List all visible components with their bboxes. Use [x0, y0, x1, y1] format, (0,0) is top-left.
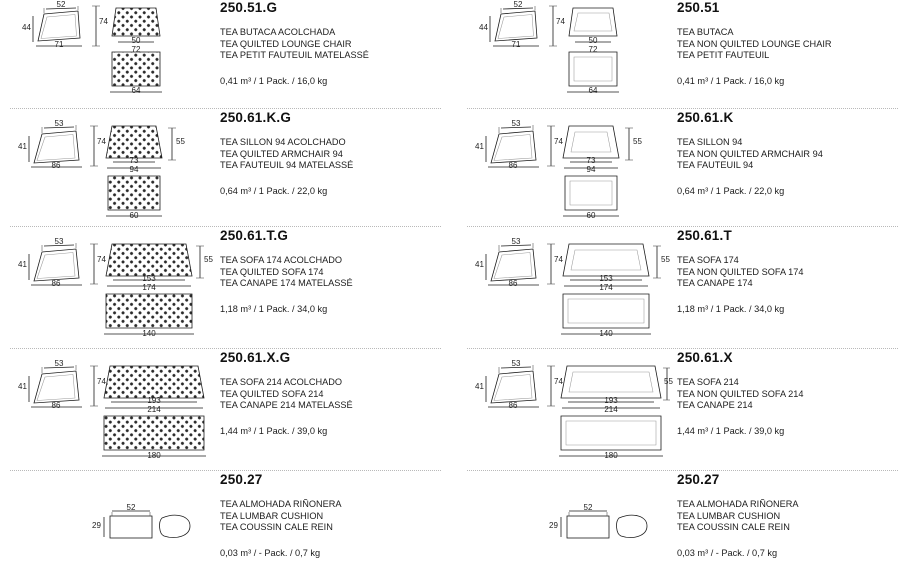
product-description — [220, 499, 451, 534]
dim-height: 74 — [554, 255, 563, 264]
desc-line-en: TEA LUMBAR CUSHION — [220, 510, 324, 521]
dim-plan-width: 72 — [588, 45, 598, 54]
dim-side-left: 41 — [18, 142, 27, 151]
packing-info: 0,64 m³ / 1 Pack. / 22,0 kg — [220, 185, 328, 196]
dim-plan-top: 153 — [599, 274, 613, 283]
dim-side-left: 29 — [549, 521, 558, 530]
dim-seat-height: 55 — [633, 137, 642, 146]
dim-height: 74 — [556, 17, 565, 26]
row-divider — [10, 470, 441, 471]
dim-side-top: 53 — [54, 237, 64, 246]
product-code: 250.27 — [677, 472, 720, 487]
dim-plan-top: 52 — [583, 503, 593, 512]
desc-line-fr: TEA COUSSIN CALE REIN — [677, 522, 790, 533]
desc-line-es: TEA ALMOHADA RIÑONERA — [220, 499, 342, 509]
desc-line-es: TEA SOFA 174 — [677, 255, 739, 265]
dim-seat-height: 55 — [176, 137, 185, 146]
product-row — [0, 110, 457, 228]
desc-line-fr: TEA CANAPE 214 — [677, 400, 753, 411]
dim-side-bottom: 86 — [51, 401, 61, 410]
desc-line-fr: TEA CANAPE 174 MATELASSÉ — [220, 278, 353, 289]
product-info — [677, 472, 908, 559]
product-info — [220, 0, 451, 87]
dim-front-width: 64 — [588, 86, 598, 95]
packing-info: 1,44 m³ / 1 Pack. / 39,0 kg — [220, 425, 328, 436]
desc-line-fr: TEA FAUTEUIL 94 MATELASSÉ — [220, 160, 354, 171]
dim-side-left: 44 — [479, 23, 488, 32]
dim-height: 74 — [554, 377, 563, 386]
desc-line-es: TEA BUTACA — [677, 27, 734, 37]
desc-line-fr: TEA PETIT FAUTEUIL MATELASSÉ — [220, 50, 369, 61]
dim-height: 74 — [554, 137, 563, 146]
dim-seat-height: 55 — [204, 255, 213, 264]
drawing-chair — [457, 0, 671, 110]
dim-side-bottom: 71 — [511, 40, 521, 49]
product-code: 250.61.T.G — [220, 228, 289, 243]
desc-line-en: TEA NON QUILTED SOFA 214 — [677, 388, 804, 399]
desc-line-es: TEA SOFA 174 ACOLCHADO — [220, 255, 343, 265]
product-row — [457, 0, 914, 110]
dim-plan-top: 52 — [126, 503, 136, 512]
dim-plan-top: 193 — [147, 396, 161, 405]
desc-line-fr: TEA CANAPE 174 — [677, 278, 753, 289]
drawing-sofa-xl — [0, 350, 214, 472]
dim-plan-top: 73 — [129, 156, 139, 165]
product-description — [677, 27, 908, 62]
product-code: 250.61.X.G — [220, 350, 291, 365]
packing-info: 0,03 m³ / - Pack. / 0,7 kg — [677, 547, 778, 558]
drawing-sofa-xl — [457, 350, 671, 472]
dim-plan-top: 50 — [588, 36, 598, 45]
packing-info: 1,18 m³ / 1 Pack. / 34,0 kg — [220, 303, 328, 314]
product-info — [677, 110, 908, 197]
column-non-quilted — [457, 0, 914, 584]
dim-height: 74 — [97, 255, 106, 264]
desc-line-fr: TEA PETIT FAUTEUIL — [677, 50, 770, 61]
desc-line-en: TEA LUMBAR CUSHION — [677, 510, 781, 521]
desc-line-en: TEA QUILTED LOUNGE CHAIR — [220, 38, 352, 49]
product-code: 250.51.G — [220, 0, 278, 15]
dim-side-bottom: 86 — [508, 401, 518, 410]
product-code: 250.61.K.G — [220, 110, 292, 125]
product-description — [220, 137, 451, 172]
dim-plan-width: 174 — [142, 283, 156, 292]
product-info — [677, 228, 908, 315]
dim-side-top: 53 — [511, 359, 521, 368]
desc-line-es: TEA SILLON 94 ACOLCHADO — [220, 137, 346, 147]
product-description — [220, 377, 451, 412]
product-info — [677, 350, 908, 437]
dim-side-top: 53 — [511, 119, 521, 128]
desc-line-es: TEA ALMOHADA RIÑONERA — [677, 499, 799, 509]
packing-info: 1,44 m³ / 1 Pack. / 39,0 kg — [677, 425, 785, 436]
drawing-sofa — [457, 228, 671, 350]
packing-info: 0,41 m³ / 1 Pack. / 16,0 kg — [677, 75, 785, 86]
drawing-armchair — [0, 110, 214, 228]
desc-line-es: TEA BUTACA ACOLCHADA — [220, 27, 336, 37]
desc-line-es: TEA SILLON 94 — [677, 137, 743, 147]
dim-side-top: 52 — [513, 0, 523, 9]
product-code: 250.61.K — [677, 110, 734, 125]
dim-plan-width: 72 — [131, 45, 141, 54]
product-description — [220, 255, 451, 290]
dim-plan-top: 153 — [142, 274, 156, 283]
dim-height: 74 — [99, 17, 108, 26]
packing-info: 1,18 m³ / 1 Pack. / 34,0 kg — [677, 303, 785, 314]
dim-side-bottom: 86 — [508, 161, 518, 170]
row-divider — [10, 348, 441, 349]
product-row — [457, 228, 914, 350]
dim-front-width: 64 — [131, 86, 141, 95]
desc-line-en: TEA NON QUILTED ARMCHAIR 94 — [677, 148, 823, 159]
desc-line-es: TEA SOFA 214 ACOLCHADO — [220, 377, 343, 387]
drawing-sofa — [0, 228, 214, 350]
drawing-cushion — [0, 472, 214, 584]
product-row — [0, 0, 457, 110]
dim-side-left: 41 — [475, 142, 484, 151]
dim-plan-width: 214 — [604, 405, 618, 414]
dim-front-width: 60 — [129, 211, 139, 220]
desc-line-en: TEA QUILTED SOFA 174 — [220, 266, 324, 277]
product-code: 250.51 — [677, 0, 720, 15]
desc-line-fr: TEA COUSSIN CALE REIN — [220, 522, 333, 533]
desc-line-en: TEA NON QUILTED SOFA 174 — [677, 266, 804, 277]
product-info — [220, 350, 451, 437]
dim-seat-height: 55 — [664, 377, 673, 386]
dim-side-top: 53 — [54, 359, 64, 368]
dim-plan-width: 94 — [129, 165, 139, 174]
product-info — [220, 110, 451, 197]
product-row — [0, 228, 457, 350]
dim-plan-width: 174 — [599, 283, 613, 292]
product-description — [220, 27, 451, 62]
dim-height: 74 — [97, 377, 106, 386]
desc-line-fr: TEA CANAPE 214 MATELASSÉ — [220, 400, 353, 411]
dim-side-left: 44 — [22, 23, 31, 32]
dim-side-top: 53 — [54, 119, 64, 128]
dim-side-bottom: 86 — [51, 161, 61, 170]
dim-plan-width: 94 — [586, 165, 596, 174]
dim-front-width: 180 — [147, 451, 161, 460]
dim-plan-width: 214 — [147, 405, 161, 414]
drawing-cushion — [457, 472, 671, 584]
dim-height: 74 — [97, 137, 106, 146]
dim-side-bottom: 71 — [54, 40, 64, 49]
dim-side-left: 29 — [92, 521, 101, 530]
packing-info: 0,41 m³ / 1 Pack. / 16,0 kg — [220, 75, 328, 86]
dim-side-left: 41 — [18, 382, 27, 391]
drawing-armchair — [457, 110, 671, 228]
dim-plan-top: 73 — [586, 156, 596, 165]
dim-side-top: 52 — [56, 0, 66, 9]
product-row — [457, 110, 914, 228]
dim-seat-height: 55 — [661, 255, 670, 264]
row-divider — [467, 348, 898, 349]
dim-side-left: 41 — [475, 260, 484, 269]
dim-side-left: 41 — [475, 382, 484, 391]
desc-line-en: TEA QUILTED ARMCHAIR 94 — [220, 148, 343, 159]
row-divider — [10, 226, 441, 227]
product-row — [457, 350, 914, 472]
product-description — [677, 137, 908, 172]
dim-side-top: 53 — [511, 237, 521, 246]
product-row — [0, 472, 457, 584]
row-divider — [467, 108, 898, 109]
product-code: 250.27 — [220, 472, 263, 487]
dim-side-left: 41 — [18, 260, 27, 269]
row-divider — [10, 108, 441, 109]
dim-front-width: 60 — [586, 211, 596, 220]
product-row — [0, 350, 457, 472]
row-divider — [467, 470, 898, 471]
drawing-chair — [0, 0, 214, 110]
dim-front-width: 180 — [604, 451, 618, 460]
product-code: 250.61.T — [677, 228, 732, 243]
product-info — [220, 228, 451, 315]
product-info — [677, 0, 908, 87]
dim-plan-top: 50 — [131, 36, 141, 45]
desc-line-en: TEA NON QUILTED LOUNGE CHAIR — [677, 38, 832, 49]
dim-side-bottom: 86 — [51, 279, 61, 288]
product-description — [677, 499, 908, 534]
product-info — [220, 472, 451, 559]
dim-front-width: 140 — [599, 329, 613, 338]
desc-line-fr: TEA FAUTEUIL 94 — [677, 160, 754, 171]
product-code: 250.61.X — [677, 350, 733, 365]
packing-info: 0,03 m³ / - Pack. / 0,7 kg — [220, 547, 321, 558]
product-row — [457, 472, 914, 584]
product-description — [677, 377, 908, 412]
dim-front-width: 140 — [142, 329, 156, 338]
dim-plan-top: 193 — [604, 396, 618, 405]
desc-line-en: TEA QUILTED SOFA 214 — [220, 388, 324, 399]
packing-info: 0,64 m³ / 1 Pack. / 22,0 kg — [677, 185, 785, 196]
dim-side-bottom: 86 — [508, 279, 518, 288]
row-divider — [467, 226, 898, 227]
product-description — [677, 255, 908, 290]
desc-line-es: TEA SOFA 214 — [677, 377, 739, 387]
